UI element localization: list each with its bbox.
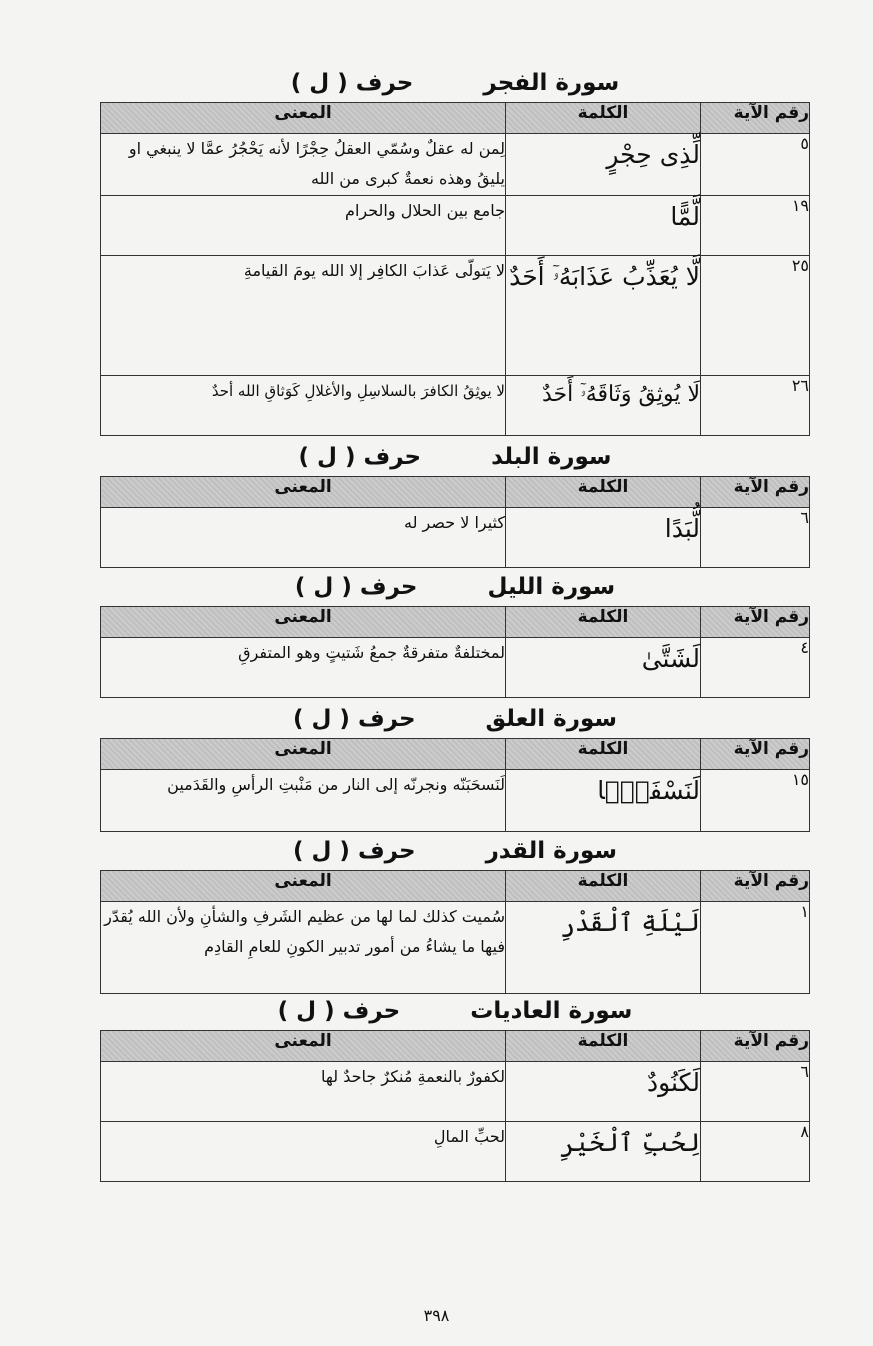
verse-number: ٥ [701, 134, 810, 196]
table-alaq [100, 738, 810, 832]
word-meaning: لا يَتولّى عَذابَ الكافِر إلا الله يومَ القيامةِ [101, 256, 506, 376]
table-row [101, 1062, 810, 1122]
section-title-fajr [100, 66, 810, 100]
verse-number: ٦ [701, 508, 810, 568]
table-row [101, 134, 810, 196]
table-header [101, 477, 810, 508]
header-word: الكلمة [506, 607, 701, 638]
letter-label: حرف ( ل ) [292, 706, 416, 732]
surah-name: سورة البلد [491, 444, 612, 470]
header-word: الكلمة [506, 1031, 701, 1062]
table-row [101, 638, 810, 698]
quran-word: لَّا يُعَذِّبُ عَذَابَهُۥٓ أَحَدٌ [506, 256, 701, 376]
header-verse-number: رقم الآية [701, 607, 810, 638]
header-verse-number: رقم الآية [701, 871, 810, 902]
quran-word: لَا يُوثِقُ وَثَاقَهُۥٓ أَحَدٌ [506, 376, 701, 436]
header-word: الكلمة [506, 477, 701, 508]
header-verse-number: رقم الآية [701, 477, 810, 508]
quran-word: لَشَتَّىٰ [506, 638, 701, 698]
header-meaning: المعنى [101, 1031, 506, 1062]
table-row [101, 770, 810, 832]
table-row [101, 1122, 810, 1182]
surah-name: سورة الليل [487, 574, 616, 600]
letter-label: حرف ( ل ) [298, 444, 422, 470]
table-header [101, 871, 810, 902]
table-adiyat [100, 1030, 810, 1182]
header-word: الكلمة [506, 871, 701, 902]
header-word: الكلمة [506, 739, 701, 770]
table-row [101, 196, 810, 256]
word-meaning: سُميت كذلك لما لها من عظيم الشَرفِ والشأنِ ولأن الله يُقدّر فيها ما يشاءُ من أمور تدبير الكونِ للعامِ القادِم [101, 902, 506, 994]
verse-number: ١ [701, 902, 810, 994]
table-header [101, 1031, 810, 1062]
surah-name: سورة القدر [485, 838, 618, 864]
header-verse-number: رقم الآية [701, 1031, 810, 1062]
section-title-adiyat [100, 994, 810, 1028]
table-row [101, 256, 810, 376]
table-row [101, 508, 810, 568]
quran-word: لِحُبِّ ٱلْخَيْرِ [506, 1122, 701, 1182]
word-meaning: لمختلفةٌ متفرقةٌ جمعُ شَتيتٍ وهو المتفرقِ [101, 638, 506, 698]
table-row [101, 902, 810, 994]
header-meaning: المعنى [101, 871, 506, 902]
verse-number: ٨ [701, 1122, 810, 1182]
section-title-layl [100, 570, 810, 604]
verse-number: ٤ [701, 638, 810, 698]
letter-label: حرف ( ل ) [290, 70, 414, 96]
word-meaning: لكفورٌ بالنعمةِ مُنكرٌ جاحدٌ لها [101, 1062, 506, 1122]
table-layl [100, 606, 810, 698]
verse-number: ٢٦ [701, 376, 810, 436]
verse-number: ١٩ [701, 196, 810, 256]
quran-word: لَيْلَةِ ٱلْقَدْرِ [506, 902, 701, 994]
table-header [101, 103, 810, 134]
word-meaning: جامع بين الحلال والحرام [101, 196, 506, 256]
table-fajr [100, 102, 810, 436]
table-balad [100, 476, 810, 568]
header-word: الكلمة [506, 103, 701, 134]
section-title-qadr [100, 834, 810, 868]
section-title-alaq [100, 702, 810, 736]
letter-label: حرف ( ل ) [294, 574, 418, 600]
word-meaning: كثيرا لا حصر له [101, 508, 506, 568]
page-number: ٣٩٨ [423, 1306, 450, 1325]
word-meaning: لِمن له عقلٌ وسُمّي العقلُ حِجْرًا لأنه يَحْجُرُ عمَّا لا ينبغي او يليقُ وهذه نعمةٌ كبرى من الله [101, 134, 506, 196]
table-header [101, 739, 810, 770]
word-meaning: لا يوثِقُ الكافرَ بالسلاسِلِ والأغلالِ كَوَثاقِ الله أحدٌ [101, 376, 506, 436]
word-meaning: لَنَسحَبَنّه ونجرنّه إلى النار من مَنْبتِ الرأسِ والقَدَمين [101, 770, 506, 832]
header-meaning: المعنى [101, 477, 506, 508]
surah-name: سورة الفجر [483, 70, 620, 96]
letter-label: حرف ( ل ) [277, 998, 401, 1024]
quran-word: لَكَنُودٌ [506, 1062, 701, 1122]
surah-name: سورة العلق [485, 706, 618, 732]
section-title-balad [100, 440, 810, 474]
word-meaning: لحبِّ المالِ [101, 1122, 506, 1182]
quran-word: لَّمًّا [506, 196, 701, 256]
table-qadr [100, 870, 810, 994]
header-verse-number: رقم الآية [701, 739, 810, 770]
letter-label: حرف ( ل ) [292, 838, 416, 864]
surah-name: سورة العاديات [470, 998, 633, 1024]
verse-number: ٢٥ [701, 256, 810, 376]
table-row [101, 376, 810, 436]
quran-word: لَنَسْفَعًۢا [506, 770, 701, 832]
table-header [101, 607, 810, 638]
verse-number: ٦ [701, 1062, 810, 1122]
header-meaning: المعنى [101, 103, 506, 134]
verse-number: ١٥ [701, 770, 810, 832]
header-verse-number: رقم الآية [701, 103, 810, 134]
quran-word: لُّبَدًا [506, 508, 701, 568]
quran-word: لِّذِى حِجْرٍ [506, 134, 701, 196]
header-meaning: المعنى [101, 739, 506, 770]
header-meaning: المعنى [101, 607, 506, 638]
